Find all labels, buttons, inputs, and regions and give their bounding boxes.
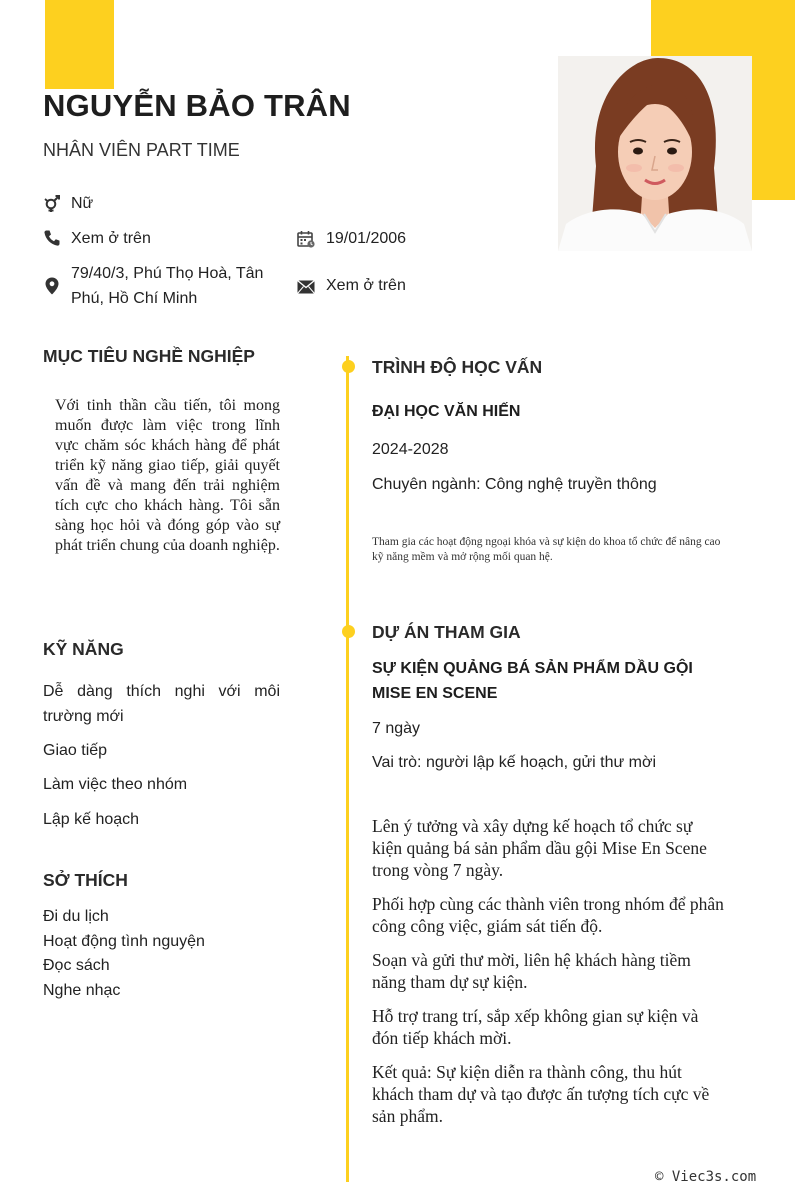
objective-text: Với tinh thần cầu tiến, tôi mong muốn được làm việc trong lĩnh vực chăm sóc khách hàng để phát triển kỹ năng giao tiếp, giải quyết vấn đề và mang đến trải nghiệm tích cực cho khách hàng. Tôi sẵn sàng học hỏi và đóng góp vào sự phát triển chung của doanh nghiệp.	[55, 397, 280, 554]
portrait-illustration	[558, 56, 752, 251]
hobby-item: Đọc sách	[43, 957, 110, 974]
skills-title: KỸ NĂNG	[43, 639, 124, 659]
calendar-icon	[297, 230, 315, 248]
education-title: TRÌNH ĐỘ HỌC VẤN	[372, 357, 543, 377]
project-detail: Kết quả: Sự kiện diễn ra thành công, thu hút khách tham dự và tạo được ấn tượng tích cực về sản phẩm.	[372, 1062, 710, 1126]
skill-item: Làm việc theo nhóm	[43, 776, 188, 793]
skill-item: Dễ dàng thích nghi với môi trường mới	[43, 683, 280, 725]
timeline-line	[346, 356, 349, 1182]
profile-photo	[558, 56, 752, 251]
gender-value: Nữ	[71, 195, 94, 212]
skill-item: Giao tiếp	[43, 742, 108, 759]
school-name: ĐẠI HỌC VĂN HIẾN	[372, 403, 521, 420]
candidate-name: NGUYỄN BẢO TRÂN	[43, 88, 351, 123]
timeline-dot	[342, 360, 355, 373]
projects-title: DỰ ÁN THAM GIA	[372, 622, 521, 642]
project-detail: Soạn và gửi thư mời, liên hệ khách hàng tiềm năng tham dự sự kiện.	[372, 950, 691, 992]
timeline-dot	[342, 625, 355, 638]
hobby-item: Đi du lịch	[43, 908, 109, 925]
address-value: 79/40/3, Phú Thọ Hoà, Tân Phú, Hồ Chí Minh	[71, 265, 264, 307]
project-detail: Hỗ trợ trang trí, sắp xếp không gian sự kiện và đón tiếp khách mời.	[372, 1006, 699, 1048]
watermark-text: © Viec3s.com	[655, 1169, 757, 1185]
email-icon	[297, 278, 315, 296]
education-note: Tham gia các hoạt động ngoại khóa và sự kiện do khoa tổ chức để nâng cao kỹ năng mềm và mở rộng mối quan hệ.	[372, 536, 721, 563]
birthday-value: 19/01/2006	[326, 230, 407, 247]
project-name: SỰ KIỆN QUẢNG BÁ SẢN PHẨM DẦU GỘI MISE EN SCENE	[372, 660, 693, 702]
email-value: Xem ở trên	[326, 277, 406, 294]
job-position: NHÂN VIÊN PART TIME	[43, 140, 240, 160]
phone-icon	[43, 229, 61, 247]
project-role: Vai trò: người lập kế hoạch, gửi thư mời	[372, 754, 657, 771]
decor-block-left	[45, 0, 114, 89]
hobbies-title: SỞ THÍCH	[43, 870, 128, 890]
project-detail: Phối hợp cùng các thành viên trong nhóm để phân công công việc, giám sát tiến độ.	[372, 894, 724, 936]
objective-title: MỤC TIÊU NGHỀ NGHIỆP	[43, 346, 255, 366]
project-detail: Lên ý tưởng và xây dựng kế hoạch tổ chức sự kiện quảng bá sản phẩm dầu gội Mise En Scene trong vòng 7 ngày.	[372, 816, 707, 880]
phone-value: Xem ở trên	[71, 230, 151, 247]
education-major: Chuyên ngành: Công nghệ truyền thông	[372, 476, 657, 493]
skill-item: Lập kế hoạch	[43, 811, 140, 828]
gender-icon	[43, 194, 61, 212]
hobby-item: Nghe nhạc	[43, 982, 121, 999]
location-pin-icon	[43, 277, 61, 295]
hobby-item: Hoạt động tình nguyện	[43, 933, 205, 950]
project-duration: 7 ngày	[372, 720, 421, 737]
education-years: 2024-2028	[372, 441, 449, 458]
